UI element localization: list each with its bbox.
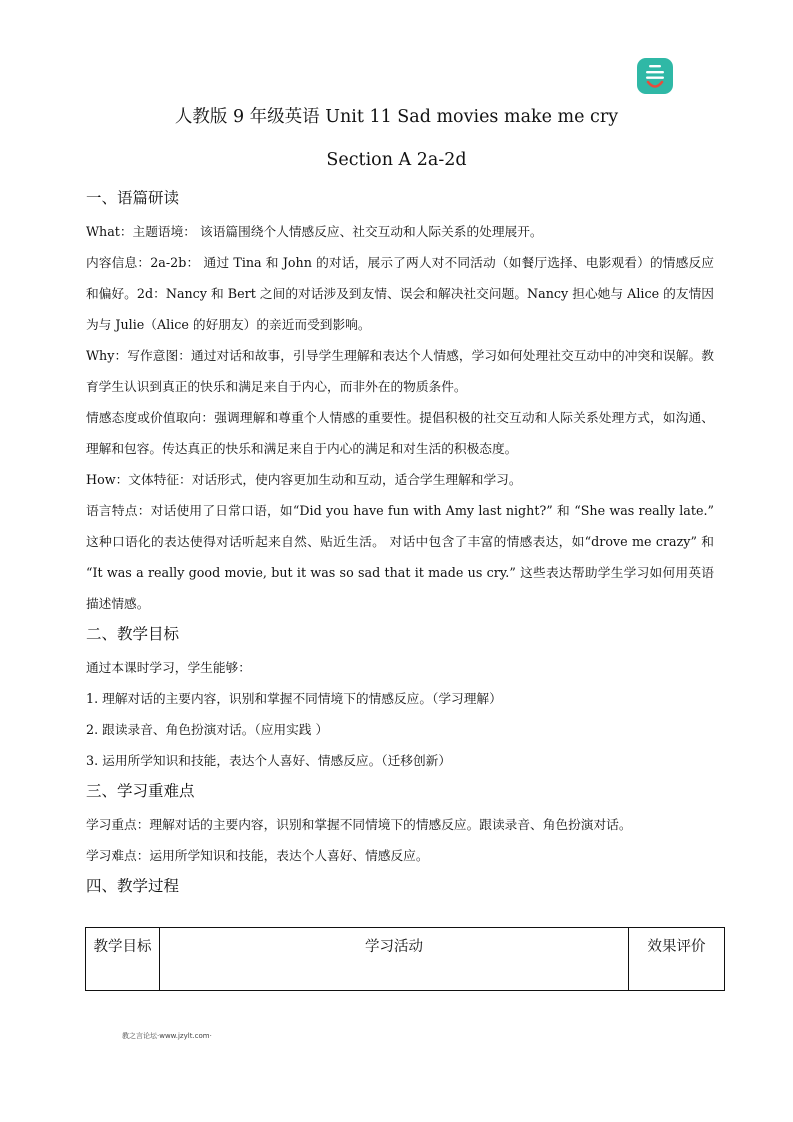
paragraph-language-features: 语言特点：对话使用了日常口语，如“Did you have fun with Amy last night?” 和 “She was really late.” 这种口语化的表达使得对话听起来自然、贴近生活。 对话中包含了丰富的情感表达，如“drove me crazy” 和 “It was a really good movie, but it was so sad that it made us cry.” 这些表达帮助学生学习如何用英语描述情感。 <box>86 503 714 611</box>
document-body <box>86 183 714 904</box>
table-header-cell: 教学目标 <box>86 928 160 991</box>
difficult-point: 学习难点：运用所学知识和技能，表达个人喜好、情感反应。 <box>86 848 429 863</box>
objectives-intro: 通过本课时学习，学生能够： <box>86 660 251 675</box>
paragraph-values: 情感态度或价值取向：强调理解和尊重个人情感的重要性。提倡积极的社交互动和人际关系处理方式，如沟通、理解和包容。传达真正的快乐和满足来自于内心的满足和对生活的积极态度。 <box>86 410 714 456</box>
table-header-cell: 效果评价 <box>629 928 725 991</box>
document-subtitle: Section A 2a-2d <box>326 150 467 170</box>
paragraph-how: How：文体特征：对话形式，使内容更加生动和互动，适合学生理解和学习。 <box>86 472 522 487</box>
page-footer: 教之言论坛·www.jzylt.com· <box>122 1032 212 1040</box>
paragraph-content-info: 内容信息：2a-2b： 通过 Tina 和 John 的对话，展示了两人对不同活动（如餐厅选择、电影观看）的情感反应和偏好。2d：Nancy 和 Bert 之间的对话涉及到友情、误会和解决社交问题。Nancy 担心她与 Alice 的友情因为与 Julie（Alice 的好朋友）的亲近而受到影响。 <box>86 255 714 332</box>
table-header-row <box>86 928 725 991</box>
paragraph-why: Why：写作意图：通过对话和故事，引导学生理解和表达个人情感，学习如何处理社交互动中的冲突和误解。教育学生认识到真正的快乐和满足来自于内心，而非外在的物质条件。 <box>86 348 714 394</box>
logo-icon <box>637 58 673 94</box>
section-heading-text-analysis: 一、语篇研读 <box>86 189 180 207</box>
document-title: 人教版 9 年级英语 Unit 11 Sad movies make me cry <box>174 107 619 127</box>
objective-item: 3. 运用所学知识和技能，表达个人喜好、情感反应。（迁移创新） <box>86 753 452 768</box>
paragraph-what: What：主题语境： 该语篇围绕个人情感反应、社交互动和人际关系的处理展开。 <box>86 224 543 239</box>
section-heading-objectives: 二、教学目标 <box>86 625 180 643</box>
section-heading-process: 四、教学过程 <box>86 877 180 895</box>
section-heading-key-points: 三、学习重难点 <box>86 782 195 800</box>
key-point: 学习重点：理解对话的主要内容，识别和掌握不同情境下的情感反应。跟读录音、角色扮演对话。 <box>86 817 632 832</box>
logo-glyph <box>637 58 673 94</box>
table-header-cell: 学习活动 <box>160 928 629 991</box>
teaching-process-table <box>85 927 725 991</box>
objective-item: 1. 理解对话的主要内容，识别和掌握不同情境下的情感反应。（学习理解） <box>86 691 502 706</box>
objective-item: 2. 跟读录音、角色扮演对话。（应用实践 ） <box>86 722 329 737</box>
